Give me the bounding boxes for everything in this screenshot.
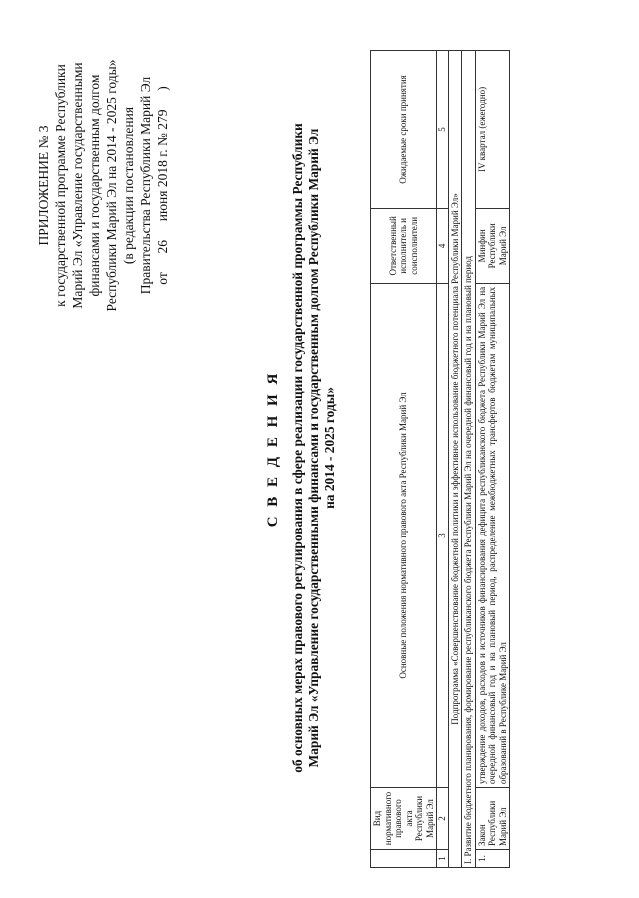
appendix-line: Марий Эл «Управление государственными <box>70 62 85 309</box>
appendix-date-line <box>154 33 171 338</box>
appendix-line: финансами и государственным долгом <box>87 74 102 297</box>
date-rest: июня 2018 г. № <box>155 133 170 222</box>
date-day: 26 <box>155 240 170 254</box>
date-suffix: ) <box>155 86 170 91</box>
column-number: 1 <box>437 850 449 868</box>
subprogram-title: Подпрограмма «Совершенствование бюджетной политики и эффективное использование бюджетного потенциала Республики Марий Эл» <box>448 51 462 868</box>
table-header-cell <box>371 850 437 868</box>
table-header-cell: Вид нормативного правового акта Республики Марий Эл <box>371 788 437 850</box>
column-number: 4 <box>437 208 449 283</box>
column-number: 2 <box>437 788 449 850</box>
page-title: С В Е Д Е Н И Я <box>265 370 281 528</box>
column-number: 3 <box>437 283 449 787</box>
responsible-executor: Минфин Республики Марий Эл <box>475 208 510 283</box>
table-header-cell: Ожидаемые сроки принятия <box>371 51 437 209</box>
measures-table <box>370 50 510 868</box>
table-header-cell: Ответственный исполнитель и соисполнители <box>371 208 437 283</box>
date-prefix: от <box>155 272 170 285</box>
section-title: I. Развитие бюджетного планирования, формирование республиканского бюджета Республики Марий Эл на очередной финансовый год и на плановый период <box>462 51 476 868</box>
subtitle-line: на 2014 - 2025 годы» <box>322 387 337 509</box>
appendix-line: Правительства Республики Марий Эл <box>138 76 153 295</box>
subtitle-line: об основных мерах правового регулирования в сфере реализации государственной программы Республики <box>290 123 305 773</box>
appendix-line: Республики Марий Эл на 2014 - 2025 годы» <box>104 59 119 312</box>
subtitle-line: Марий Эл «Управление государственными финансами и государственным долгом Республики Марий Эл <box>306 128 321 768</box>
table-row <box>475 51 510 868</box>
table-header-row <box>371 51 437 868</box>
appendix-line: к государственной программе Республики <box>53 64 68 307</box>
table-column-numbers-row <box>437 51 449 868</box>
act-kind: Закон Республики Марий Эл <box>475 788 510 850</box>
column-number: 5 <box>437 51 449 209</box>
table-header-cell: Основные положения нормативного правового акта Республики Марий Эл <box>371 283 437 787</box>
row-number: 1. <box>475 850 510 868</box>
page-subtitle <box>290 88 338 808</box>
document-number: 279 <box>155 109 170 130</box>
subprogram-row <box>448 51 462 868</box>
appendix-line: (в редакции постановления <box>121 106 136 265</box>
appendix-number: ПРИЛОЖЕНИЕ № 3 <box>36 125 51 246</box>
expected-term: IV квартал (ежегодно) <box>475 51 510 209</box>
appendix-header <box>35 33 171 338</box>
act-content: утверждение доходов, расходов и источников финансирования дефицита республиканского бюджета Республики Марий Эл на очередной финансовый год и на плановый период, распределение межбюджетных трансфертов бюджетам муниципальных образований в Республике Марий Эл <box>475 283 510 787</box>
section-row <box>462 51 476 868</box>
